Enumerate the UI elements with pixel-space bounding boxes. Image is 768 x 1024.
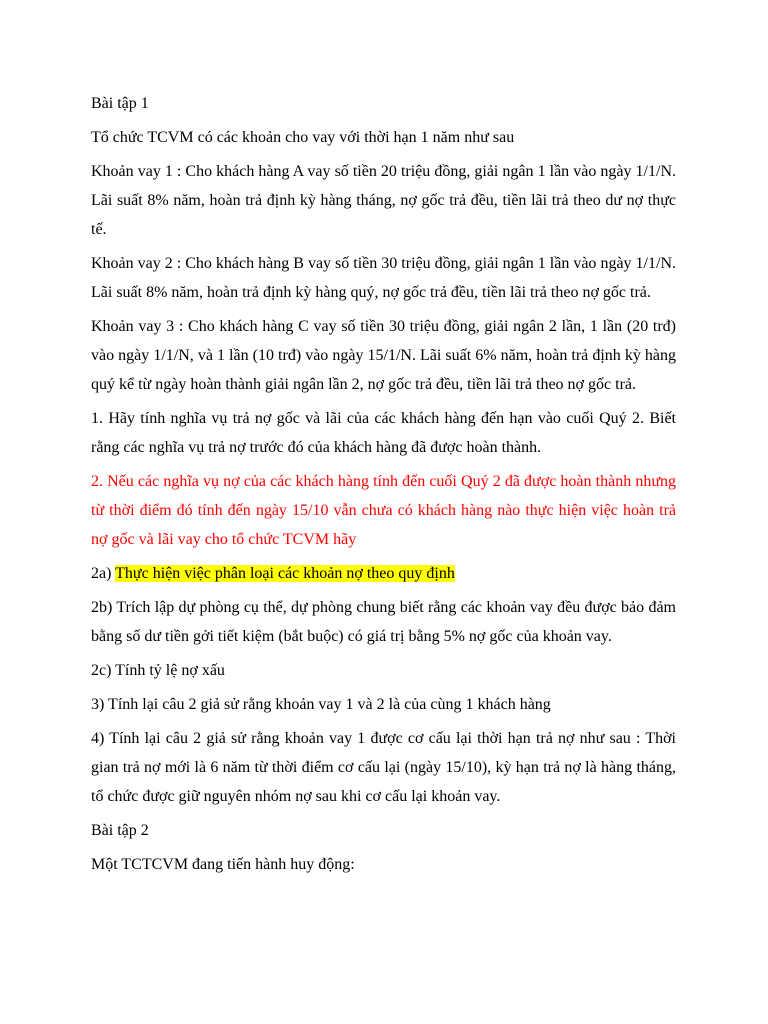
exercise-2-intro: Một TCTCVM đang tiến hành huy động:: [91, 856, 355, 873]
loan-2-paragraph: Khoản vay 2 : Cho khách hàng B vay số tiền 30 triệu đồng, giải ngân 1 lần vào ngày 1/1/N. Lãi suất 8% năm, hoàn trả định kỳ hàng quý, nợ gốc trả đều, tiền lãi trả theo nợ gốc trả.: [91, 255, 676, 301]
loan-1-paragraph: Khoản vay 1 : Cho khách hàng A vay số tiền 20 triệu đồng, giải ngân 1 lần vào ngày 1/1/N. Lãi suất 8% năm, hoàn trả định kỳ hàng tháng, nợ gốc trả đều, tiền lãi trả theo dư nợ thực tế.: [91, 163, 676, 238]
question-2b: 2b) Trích lập dự phòng cụ thể, dự phòng chung biết rằng các khoản vay đều được bảo đảm bằng số dư tiền gởi tiết kiệm (bắt buộc) có giá trị bằng 5% nợ gốc của khoản vay.: [91, 599, 676, 645]
exercise-1-intro: Tổ chức TCVM có các khoản cho vay với thời hạn 1 năm như sau: [91, 129, 515, 146]
question-2a-highlighted-text: Thực hiện việc phân loại các khoản nợ theo quy định: [115, 565, 455, 582]
question-2a-prefix: 2a): [91, 565, 116, 582]
question-4: 4) Tính lại câu 2 giả sử rằng khoản vay 1 được cơ cấu lại thời hạn trả nợ như sau : Thời gian trả nợ mới là 6 năm từ thời điểm cơ cấu lại (ngày 15/10), kỳ hạn trả nợ là hàng tháng, tổ chức được giữ nguyên nhóm nợ sau khi cơ cấu lại khoản vay.: [91, 730, 676, 805]
question-2: 2. Nếu các nghĩa vụ nợ của các khách hàng tính đến cuối Quý 2 đã được hoàn thành nhưng từ thời điểm đó tính đến ngày 15/10 vẫn chưa có khách hàng nào thực hiện việc hoàn trả nợ gốc và lãi vay cho tổ chức TCVM hãy: [91, 473, 676, 548]
exercise-2-heading: Bài tập 2: [91, 822, 149, 839]
document-page: [91, 89, 676, 884]
question-3: 3) Tính lại câu 2 giả sử rằng khoản vay 1 và 2 là của cùng 1 khách hàng: [91, 696, 551, 713]
question-2c: 2c) Tính tỷ lệ nợ xấu: [91, 662, 225, 679]
exercise-1-heading: Bài tập 1: [91, 95, 149, 112]
question-2a: [91, 559, 676, 588]
loan-3-paragraph: Khoản vay 3 : Cho khách hàng C vay số tiền 30 triệu đồng, giải ngân 2 lần, 1 lần (20 trđ) vào ngày 1/1/N, và 1 lần (10 trđ) vào ngày 15/1/N. Lãi suất 6% năm, hoàn trả định kỳ hàng quý kể từ ngày hoàn thành giải ngân lần 2, nợ gốc trả đều, tiền lãi trả theo nợ gốc trả.: [91, 318, 676, 393]
question-1: 1. Hãy tính nghĩa vụ trả nợ gốc và lãi của các khách hàng đến hạn vào cuối Quý 2. Biết rằng các nghĩa vụ trả nợ trước đó của khách hàng đã được hoàn thành.: [91, 410, 676, 456]
